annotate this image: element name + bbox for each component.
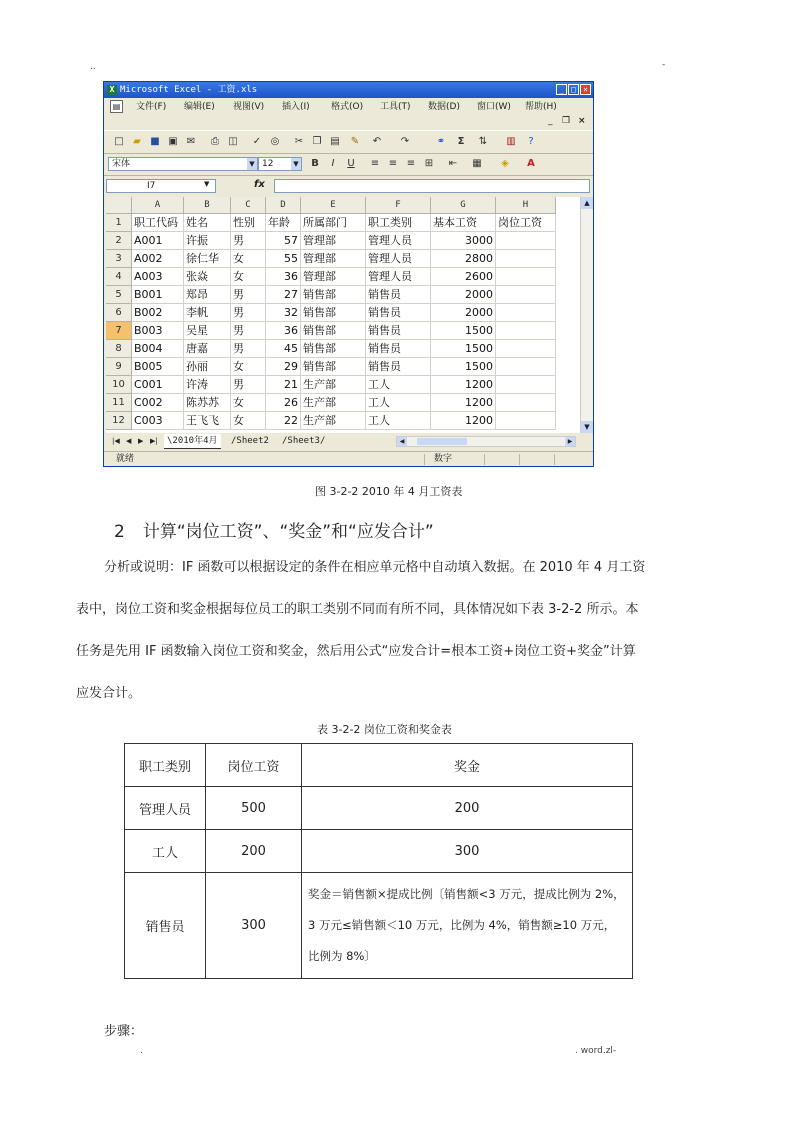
grid-cell: 女: [231, 268, 266, 286]
maximize-icon: □: [568, 84, 579, 95]
row-header: 1: [106, 214, 132, 232]
grid-cell: 王飞飞: [184, 412, 231, 430]
sheet-tab-sheet2: /Sheet2: [231, 436, 269, 446]
grid-cell: 55: [266, 250, 301, 268]
font-name-select: [108, 157, 258, 171]
name-box-value: I7: [147, 181, 156, 191]
grid-cell: 36: [266, 268, 301, 286]
menu-insert: 插入(I): [282, 102, 310, 112]
grid-cell: 销售员: [366, 286, 431, 304]
menu-format: 格式(O): [331, 102, 364, 112]
scroll-up-icon: ▲: [581, 197, 593, 209]
grid-cell: 57: [266, 232, 301, 250]
column-header: B: [184, 197, 231, 214]
header-wage: 岗位工资: [206, 744, 302, 787]
grid-cell: 1500: [431, 340, 496, 358]
grid-cell: 36: [266, 322, 301, 340]
grid-cell: 许涛: [184, 376, 231, 394]
grid-cell: 女: [231, 412, 266, 430]
borders-icon: ▦: [472, 158, 482, 169]
grid-cell: 1500: [431, 322, 496, 340]
column-header: G: [431, 197, 496, 214]
grid-cell: 姓名: [184, 214, 231, 232]
chevron-down-icon: ▼: [247, 158, 257, 170]
format-painter-icon: ✎: [350, 136, 360, 147]
cell-bonus: 200: [302, 787, 633, 830]
grid-cell: [496, 322, 556, 340]
grid-cell: A002: [132, 250, 184, 268]
autosum-icon: Σ: [457, 136, 465, 147]
grid-cell: 李帆: [184, 304, 231, 322]
row-header: 8: [106, 340, 132, 358]
paragraph-line-4: 应发合计。: [76, 686, 142, 701]
vertical-scrollbar: [580, 197, 593, 433]
excel-menu-bar: [104, 98, 593, 116]
excel-app-icon: X: [107, 85, 117, 95]
grid-cell: 27: [266, 286, 301, 304]
row-header: 2: [106, 232, 132, 250]
grid-cell: A003: [132, 268, 184, 286]
table-row: [125, 830, 633, 873]
grid-cell: 男: [231, 232, 266, 250]
undo-icon: ↶: [372, 136, 382, 147]
column-header: H: [496, 197, 556, 214]
grid-cell: B003: [132, 322, 184, 340]
paste-icon: ▤: [330, 136, 340, 147]
chevron-down-icon: ▼: [291, 158, 301, 170]
open-icon: ▰: [133, 136, 141, 147]
fx-icon: fx: [254, 179, 265, 190]
status-divider: [554, 454, 555, 465]
grid-cell: 性别: [231, 214, 266, 232]
grid-cell: 销售部: [301, 304, 366, 322]
row-header: 3: [106, 250, 132, 268]
grid-cell: 张焱: [184, 268, 231, 286]
table-row: [125, 873, 633, 979]
bonus-table: [124, 743, 633, 979]
formatting-toolbar: [104, 153, 593, 176]
grid-cell: 许振: [184, 232, 231, 250]
cell-category: 工人: [125, 830, 206, 873]
grid-cell: A001: [132, 232, 184, 250]
paragraph-line-2: 表中，岗位工资和奖金根据每位员工的职工类别不同而有所不同，具体情况如下表 3-2-2 所示。本: [76, 602, 639, 617]
grid-cell: 职工代码: [132, 214, 184, 232]
row-header: 9: [106, 358, 132, 376]
grid-cell: 女: [231, 358, 266, 376]
grid-cell: 岗位工资: [496, 214, 556, 232]
grid-cell: 45: [266, 340, 301, 358]
grid-cell: 男: [231, 340, 266, 358]
row-header: 12: [106, 412, 132, 430]
grid-cell: 男: [231, 304, 266, 322]
grid-cell: 销售部: [301, 322, 366, 340]
grid-cell: 26: [266, 394, 301, 412]
grid-cell: 29: [266, 358, 301, 376]
table-header-row: [125, 744, 633, 787]
grid-cell: 销售部: [301, 358, 366, 376]
grid-cell: B004: [132, 340, 184, 358]
steps-label: 步骤：: [104, 1024, 144, 1039]
grid-cell: 2000: [431, 286, 496, 304]
page-mark-bottom-right: . word.zl-: [575, 1046, 617, 1056]
excel-window-title: Microsoft Excel - 工资.xls: [120, 85, 258, 95]
cell-wage: 300: [206, 873, 302, 979]
grid-cell: 销售员: [366, 304, 431, 322]
grid-cell: 职工类别: [366, 214, 431, 232]
grid-cell: 陈苏苏: [184, 394, 231, 412]
grid-cell: [496, 340, 556, 358]
underline-icon: U: [347, 158, 355, 169]
save-icon: ■: [150, 136, 160, 147]
hyperlink-icon: ⚭: [436, 136, 446, 147]
paragraph-line-1: 分析或说明：IF 函数可以根据设定的条件在相应单元格中自动填入数据。在 2010 年 4 月工资: [104, 560, 646, 575]
font-size-value: 12: [262, 159, 274, 169]
row-header: 6: [106, 304, 132, 322]
grid-cell: 所属部门: [301, 214, 366, 232]
redo-icon: ↷: [400, 136, 410, 147]
chart-wizard-icon: ▥: [506, 136, 516, 147]
menu-tools: 工具(T): [380, 102, 411, 112]
grid-cell: 郑昂: [184, 286, 231, 304]
decrease-indent-icon: ⇤: [448, 158, 458, 169]
page-mark-top-right: -: [662, 60, 666, 70]
grid-cell: 销售员: [366, 358, 431, 376]
cell-wage: 200: [206, 830, 302, 873]
grid-cell: 孙丽: [184, 358, 231, 376]
grid-cell: 女: [231, 394, 266, 412]
sheet-tabs-bar: [106, 434, 593, 449]
grid-cell: 管理部: [301, 250, 366, 268]
grid-cell: 工人: [366, 394, 431, 412]
grid-cell: [496, 250, 556, 268]
standard-toolbar: [104, 130, 593, 154]
grid-cell: 销售部: [301, 286, 366, 304]
scroll-right-icon: ▶: [565, 437, 575, 446]
status-num-mode: 数字: [434, 454, 453, 464]
grid-cell: B005: [132, 358, 184, 376]
sheet-tab-2010-04: \2010年4月: [164, 434, 221, 449]
font-size-select: [258, 157, 302, 171]
column-header: E: [301, 197, 366, 214]
grid-cell: 管理人员: [366, 250, 431, 268]
grid-cell: 生产部: [301, 394, 366, 412]
doc-close-icon: ×: [578, 116, 586, 126]
grid-cell: [496, 376, 556, 394]
grid-cell: 工人: [366, 376, 431, 394]
grid-cell: B002: [132, 304, 184, 322]
section-number: 2: [114, 522, 125, 542]
grid-cell: 管理部: [301, 232, 366, 250]
page-mark-bottom-left: .: [140, 1046, 143, 1056]
grid-cell: [496, 286, 556, 304]
grid-cell: 2000: [431, 304, 496, 322]
font-name-value: 宋体: [112, 159, 131, 169]
status-ready: 就绪: [116, 454, 135, 464]
row-header: 5: [106, 286, 132, 304]
grid-cell: 唐嘉: [184, 340, 231, 358]
grid-cell: 1200: [431, 412, 496, 430]
row-header: 7: [106, 322, 132, 340]
next-sheet-icon: ▶: [138, 437, 144, 445]
bonus-rule-line: 奖金＝销售额×提成比例〔销售额<3 万元，提成比例为 2%，: [308, 887, 625, 901]
minimize-icon: _: [556, 84, 567, 95]
workbook-controls: [104, 116, 593, 130]
menu-help: 帮助(H): [525, 102, 557, 112]
grid-cell: 女: [231, 250, 266, 268]
grid-cell: [496, 304, 556, 322]
grid-cell: 销售员: [366, 322, 431, 340]
grid-cell: C002: [132, 394, 184, 412]
grid-cell: 21: [266, 376, 301, 394]
status-divider: [484, 454, 485, 465]
font-color-icon: A: [527, 158, 535, 169]
status-divider: [519, 454, 520, 465]
grid-cell: C003: [132, 412, 184, 430]
row-header: 10: [106, 376, 132, 394]
paragraph-line-3: 任务是先用 IF 函数输入岗位工资和奖金，然后用公式“应发合计=根本工资+岗位工资+奖金”计算: [76, 644, 636, 659]
formula-input: [274, 179, 590, 193]
permission-icon: ▣: [168, 136, 178, 147]
grid-cell: [496, 412, 556, 430]
column-header: F: [366, 197, 431, 214]
align-center-icon: ≡: [388, 158, 398, 169]
help-icon: ?: [528, 136, 534, 147]
chevron-down-icon: ▼: [204, 180, 210, 188]
scroll-left-icon: ◀: [397, 437, 407, 446]
grid-cell: 男: [231, 286, 266, 304]
cell-category: 销售员: [125, 873, 206, 979]
italic-icon: I: [331, 158, 335, 169]
spreadsheet-grid: [106, 197, 593, 433]
cut-icon: ✂: [294, 136, 304, 147]
header-bonus: 奖金: [302, 744, 633, 787]
cell-bonus-rule: [302, 873, 633, 979]
grid-cell: [496, 268, 556, 286]
grid-cell: 男: [231, 376, 266, 394]
name-box: [106, 179, 216, 193]
bonus-rule-line: 3 万元≤销售额＜10 万元，比例为 4%，销售额≥10 万元，: [308, 918, 616, 932]
grid-cell: 男: [231, 322, 266, 340]
grid-cell: 管理人员: [366, 268, 431, 286]
bonus-rule-line: 比例为 8%〕: [308, 949, 376, 963]
figure-caption: 图 3-2-2 2010 年 4 月工资表: [315, 485, 463, 498]
section-title: 计算“岗位工资”、“奖金”和“应发合计”: [142, 522, 434, 542]
menu-view: 视图(V): [233, 102, 265, 112]
grid-cell: [496, 232, 556, 250]
sort-ascending-icon: ⇅: [478, 136, 488, 147]
copy-icon: ❐: [312, 136, 322, 147]
cell-wage: 500: [206, 787, 302, 830]
grid-cell: 2800: [431, 250, 496, 268]
grid-cell: 基本工资: [431, 214, 496, 232]
grid-cell: 1200: [431, 376, 496, 394]
status-bar: [104, 451, 593, 467]
grid-cell: 管理人员: [366, 232, 431, 250]
cell-bonus: 300: [302, 830, 633, 873]
grid-cell: 2600: [431, 268, 496, 286]
doc-restore-icon: ❐: [562, 116, 571, 126]
email-icon: ✉: [186, 136, 196, 147]
cell-category: 管理人员: [125, 787, 206, 830]
grid-cell: 1500: [431, 358, 496, 376]
grid-cell: 徐仁华: [184, 250, 231, 268]
select-all-corner: [106, 197, 132, 214]
last-sheet-icon: ▶|: [150, 437, 158, 445]
sheet-tab-sheet3: /Sheet3/: [282, 436, 326, 446]
menu-window: 窗口(W): [477, 102, 511, 112]
grid-cell: [496, 358, 556, 376]
grid-cell: 销售部: [301, 340, 366, 358]
grid-cell: [496, 394, 556, 412]
grid-cell: 管理部: [301, 268, 366, 286]
column-header: C: [231, 197, 266, 214]
grid-cell: 1200: [431, 394, 496, 412]
grid-cell: 吴星: [184, 322, 231, 340]
fill-color-icon: ◈: [501, 158, 509, 169]
bold-icon: B: [311, 158, 319, 169]
scroll-down-icon: ▼: [581, 421, 593, 433]
workbook-icon: ▤: [110, 100, 123, 113]
horizontal-scrollbar: [396, 436, 576, 447]
scroll-thumb: [417, 438, 467, 445]
grid-cell: 销售员: [366, 340, 431, 358]
first-sheet-icon: |◀: [112, 437, 120, 445]
grid-cell: 生产部: [301, 412, 366, 430]
doc-minimize-icon: _: [548, 116, 553, 126]
row-header: 11: [106, 394, 132, 412]
table-row: [125, 787, 633, 830]
grid-cell: C001: [132, 376, 184, 394]
header-category: 职工类别: [125, 744, 206, 787]
spelling-icon: ✓: [252, 136, 262, 147]
grid-cell: 3000: [431, 232, 496, 250]
menu-edit: 编辑(E): [184, 102, 215, 112]
prev-sheet-icon: ◀: [126, 437, 132, 445]
table-caption: 表 3-2-2 岗位工资和奖金表: [317, 723, 452, 736]
grid-cell: 32: [266, 304, 301, 322]
menu-file: 文件(F): [136, 102, 167, 112]
menu-data: 数据(D): [428, 102, 460, 112]
grid-cell: 年龄: [266, 214, 301, 232]
column-header: A: [132, 197, 184, 214]
print-preview-icon: ◫: [228, 136, 238, 147]
formula-bar: [104, 177, 593, 195]
column-header: D: [266, 197, 301, 214]
grid-cell: 22: [266, 412, 301, 430]
section-heading: [114, 517, 434, 542]
grid-cell: 生产部: [301, 376, 366, 394]
grid-cell: 工人: [366, 412, 431, 430]
row-header: 4: [106, 268, 132, 286]
page-mark-top-left: ..: [90, 62, 96, 72]
close-icon: ×: [580, 84, 591, 95]
grid-cell: B001: [132, 286, 184, 304]
research-icon: ◎: [270, 136, 280, 147]
excel-window-screenshot: [103, 81, 594, 467]
new-icon: □: [114, 136, 124, 147]
align-left-icon: ≡: [370, 158, 380, 169]
print-icon: ⎙: [211, 136, 219, 147]
align-right-icon: ≡: [406, 158, 416, 169]
merge-center-icon: ⊞: [424, 158, 434, 169]
status-divider: [424, 454, 425, 465]
excel-title-bar: [104, 82, 593, 98]
